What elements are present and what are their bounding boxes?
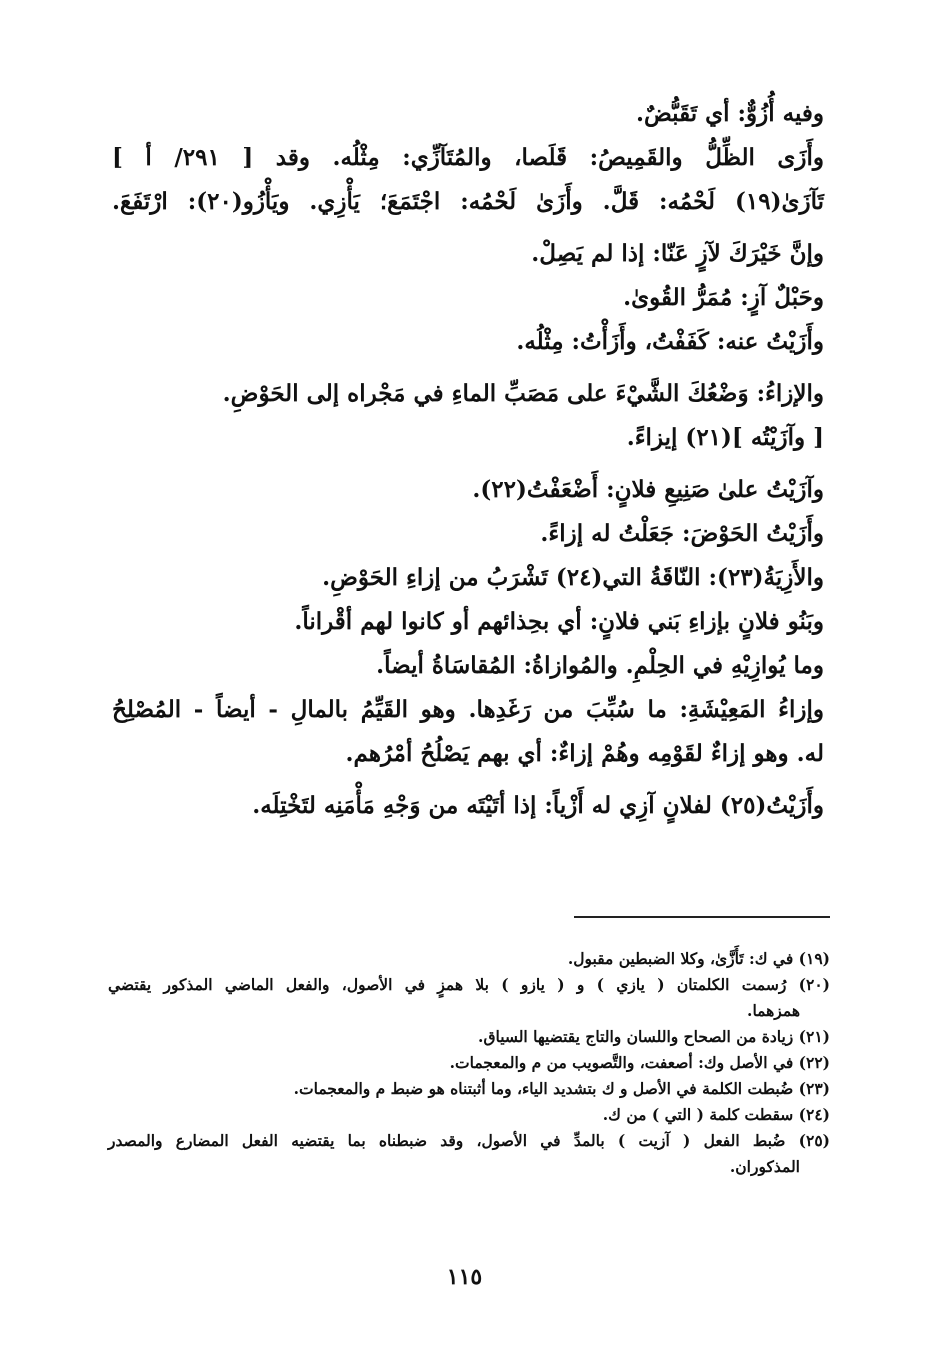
text-line: وأَزَيْتُ(٢٥) لفلانٍ آزِي له أَزْياً: إذا أتَيْتَه من وَجْهِ مَأْمَنِه لتَخْتِلَه. [252, 792, 824, 819]
text-line: وأَزَيْتُ عنه: كَفَفْتُ، وأَزَأْتُ: مِثْلُه. [516, 328, 824, 355]
text-line: والأَزِيَةُ(٢٣): النّاقَةُ التي(٢٤) تَشْرَبُ من إزاءِ الحَوْضِ. [322, 564, 824, 591]
text-line: [ وآزَيْتُه ](٢١) إيزاءً. [626, 424, 824, 451]
text-line: والإزاءُ: وَضْعُكَ الشَّيْءَ على مَصَبِّ الماءِ في مَجْراه إلى الحَوْضِ. [222, 380, 824, 407]
text-line: وإزاءُ المَعِيْشَةِ: ما سُبِّبَ من رَغَدِها. وهو القَيِّمُ بالمالِ - أيضاً - المُصْلِحُ [112, 696, 824, 723]
text-line: تَآزَىٰ(١٩) لَحْمُه: قَلَّ. وأَزَىٰ لَحْمُه: اجْتَمَعَ؛ يَأْزِي. ويَأْزُو(٢٠): ارْتَفَعَ. [112, 188, 824, 215]
footnotes-block [108, 946, 830, 1180]
text-line: وفيه أُزُوٌّ: أي تَقَبُّضٌ. [635, 100, 824, 127]
text-line: وبَنُو فلانٍ بإزاءِ بَني فلانٍ: أي بحِذائهم أو كانوا لهم أقْراناً. [294, 608, 824, 635]
footnote: (٢٤) سقطت كلمة ( التي ) من ك. [602, 1105, 830, 1124]
footnote: (٢٣) ضُبطت الكلمة في الأصل و ك بتشديد الياء، وما أثبتناه هو ضبط م والمعجمات. [293, 1079, 830, 1098]
text-line: وأَزَيْتُ الحَوْضَ: جَعَلْتُ له إزاءً. [540, 520, 824, 547]
main-text-block [112, 92, 824, 828]
footnote: (٢٢) في الأصل وك: أصعفت، والتَّصويب من م والمعجمات. [449, 1053, 830, 1072]
text-line: وآزَيْتُ علىٰ صَنِيعِ فلانٍ: أَضْعَفْتُ(٢٢). [472, 476, 824, 503]
text-line: وإنَّ خَيْرَكَ لآزٍ عَنّا: إذا لم يَصِلْ. [531, 240, 824, 267]
text-line: وحَبْلٌ آزٍ: مُمَرُّ القُوىٰ. [623, 284, 824, 311]
page-number: ١١٥ [446, 1264, 483, 1290]
footnote: (٢٠) رُسمت الكلمتان ( يازي ) و ( يازو ) بلا همزٍ في الأصول، والفعل الماضي المذكور يقتضي [108, 975, 830, 994]
footnote: (١٩) في ك: تَأَزَّىٰ، وكلا الضبطين مقبول. [567, 949, 830, 968]
footnote: (٢٥) ضُبط الفعل ( آزيت ) بالمدِّ في الأصول، وقد ضبطناه بما يقتضيه الفعل المضارع والمصدر [108, 1131, 830, 1150]
text-line: له. وهو إزاءٌ لقَوْمِه وهُمْ إزاءٌ: أي بهم يَصْلُحُ أمْرُهم. [345, 740, 824, 767]
text-line: وما يُوازِيْهِ في الحِلْمِ. والمُوازاةُ: المُقاسَاةُ أيضاً. [376, 652, 824, 679]
footnote-continuation: المذكوران. [729, 1157, 800, 1176]
footnote-divider [574, 916, 830, 918]
footnote: (٢١) زيادة من الصحاح واللسان والتاج يقتضيها السياق. [478, 1027, 830, 1046]
text-line: وأَزَى الظِّلُّ والقَمِيصُ: قَلَصا، والمُتَآزِّي: مِثْلُه. وقد [ ٢٩١/ أ ] [112, 144, 825, 171]
footnote-continuation: همزهما. [747, 1001, 800, 1020]
